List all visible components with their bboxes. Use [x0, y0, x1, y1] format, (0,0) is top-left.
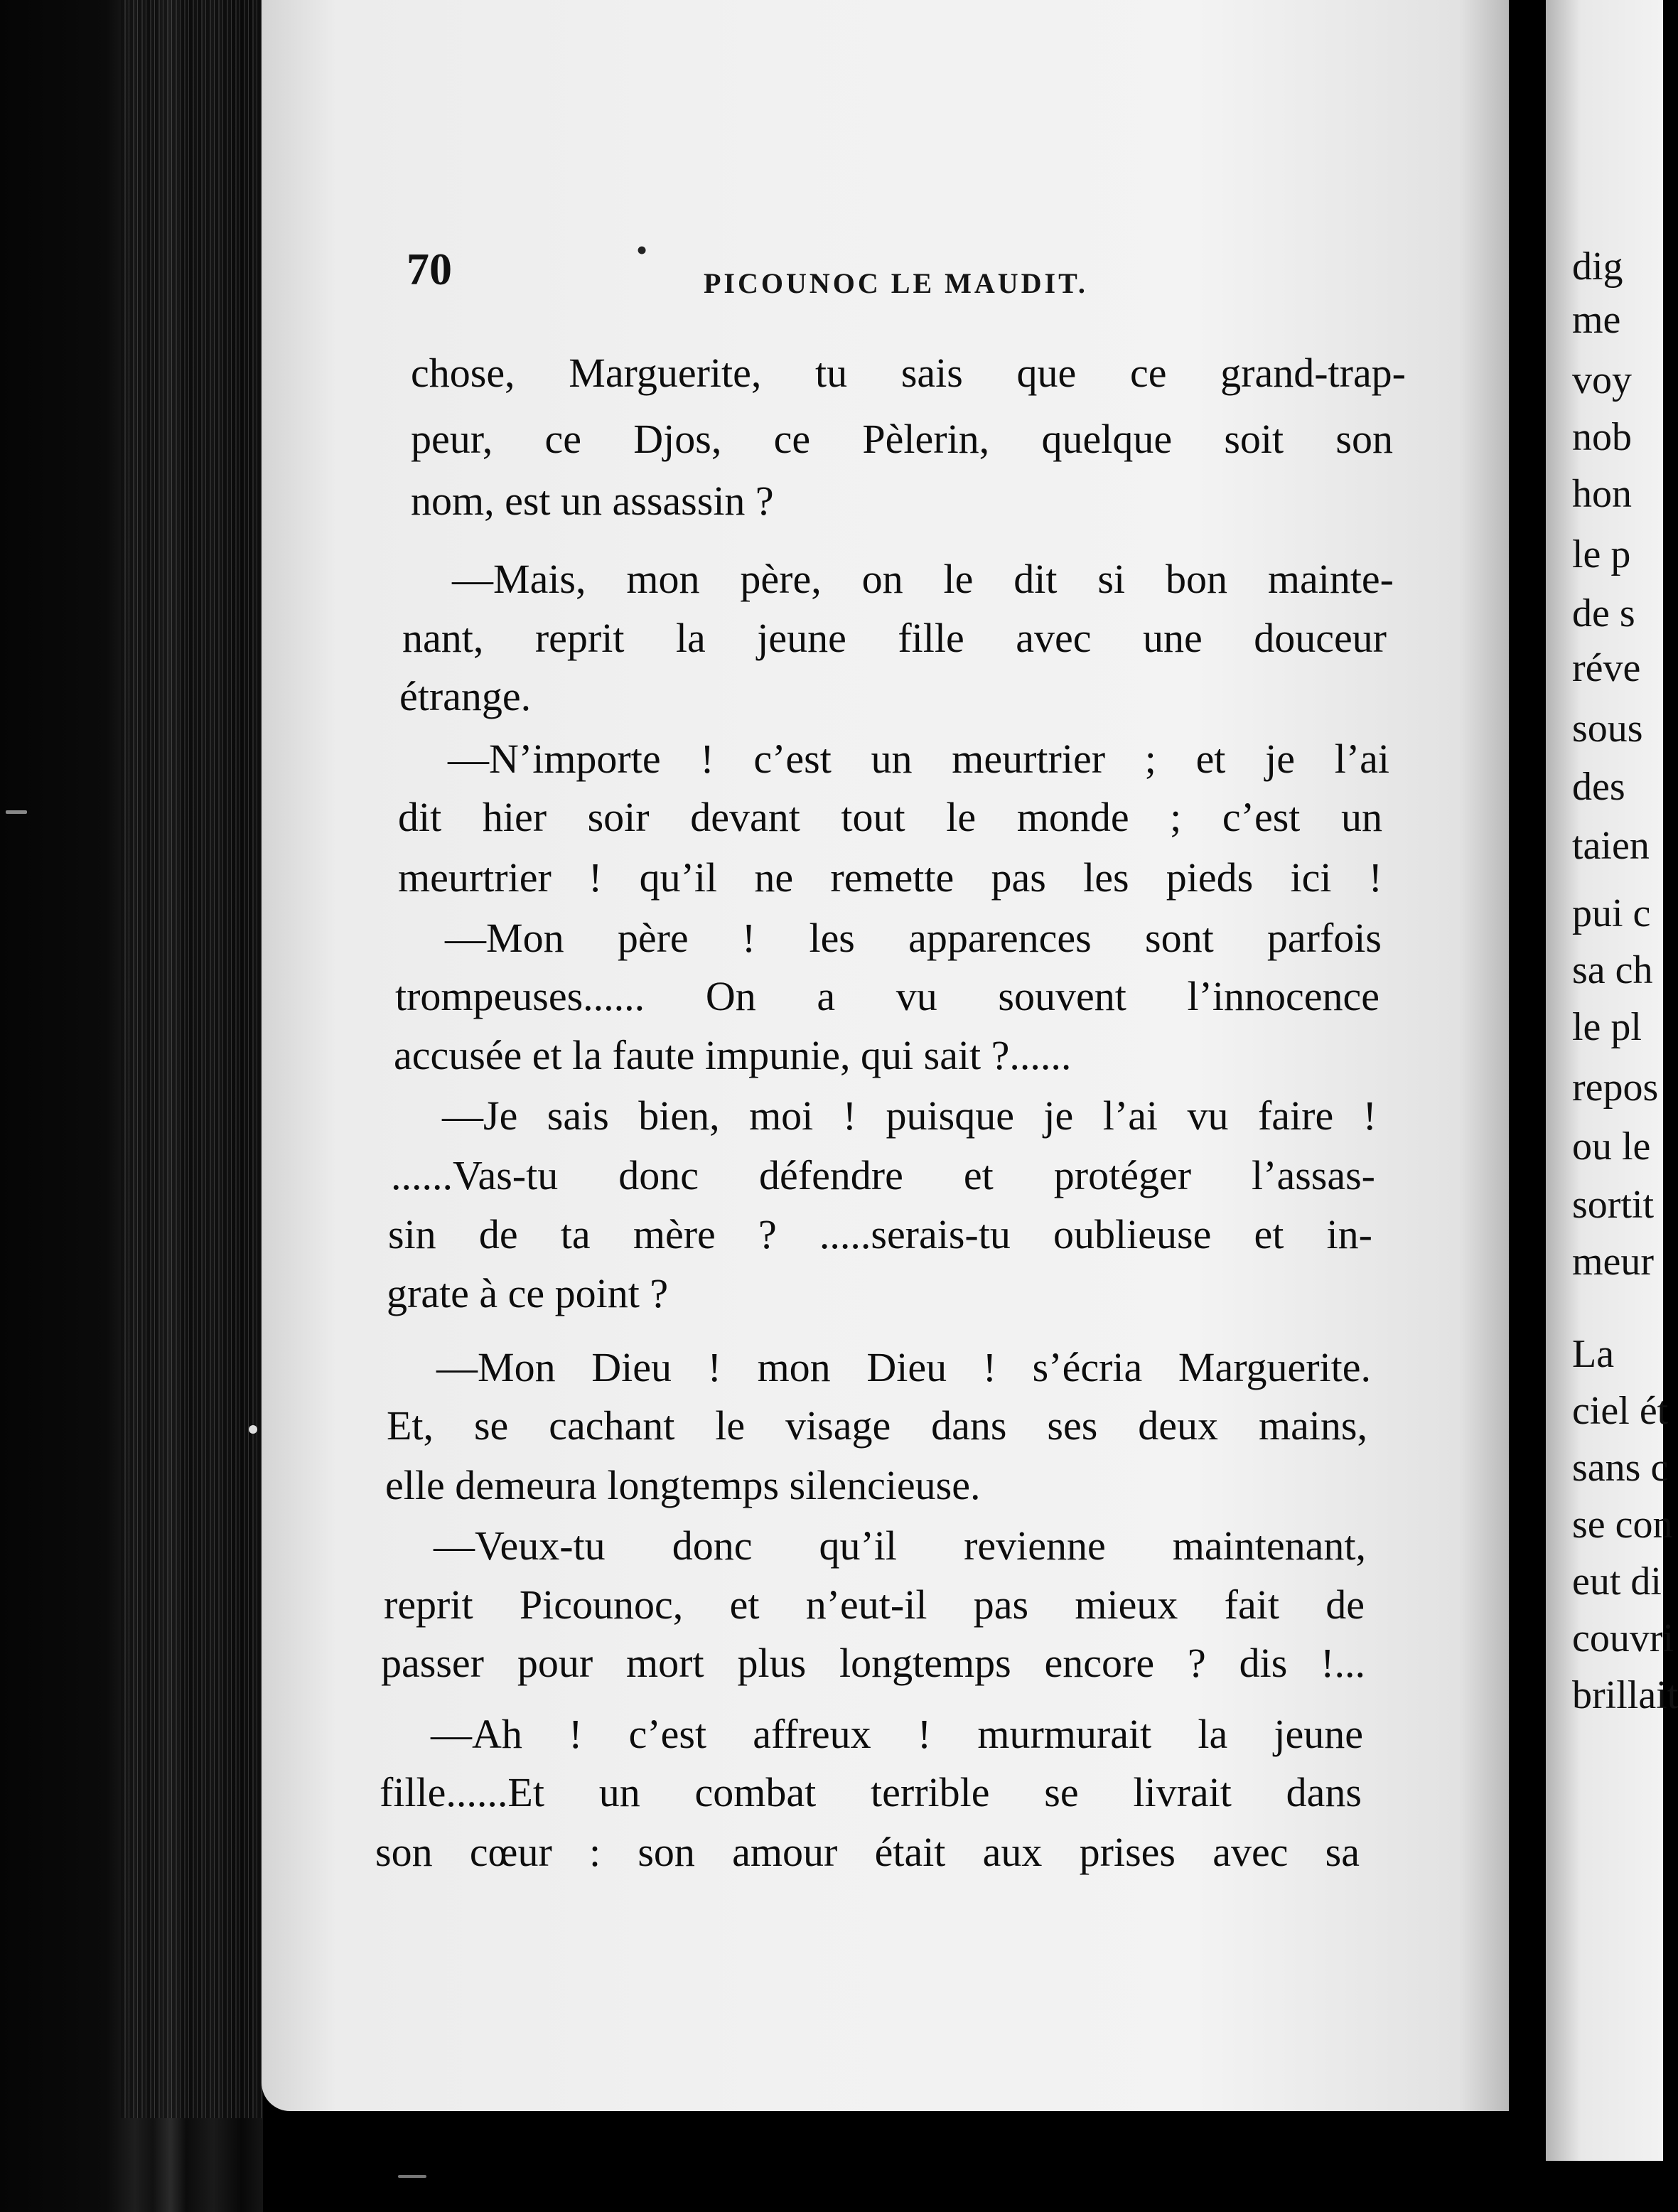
facing-text-line: sous: [1572, 707, 1643, 751]
facing-text-line: nob: [1572, 415, 1632, 459]
text-line: grate à ce point ?: [387, 1270, 669, 1316]
text-line: —N’importe ! c’est un meurtrier ; et je l’ai: [448, 736, 1389, 782]
page-number: 70: [407, 244, 452, 294]
facing-text-line: brillait: [1572, 1673, 1678, 1717]
text-line: son cœur : son amour était aux prises avec sa: [375, 1829, 1360, 1875]
facing-text-line: des: [1572, 765, 1625, 809]
facing-text-line: ciel ét: [1572, 1389, 1669, 1433]
text-line: —Mon Dieu ! mon Dieu ! s’écria Marguerite.: [436, 1344, 1371, 1390]
facing-text-line: pui c: [1572, 891, 1651, 935]
text-line: —Je sais bien, moi ! puisque je l’ai vu faire !: [442, 1092, 1377, 1139]
text-line: fille......Et un combat terrible se livrait dans: [380, 1769, 1362, 1815]
facing-text-line: ou le: [1572, 1124, 1651, 1169]
text-line: Et, se cachant le visage dans ses deux mains,: [387, 1402, 1367, 1449]
facing-text-line: se con: [1572, 1503, 1673, 1547]
facing-text-line: dig: [1572, 245, 1623, 289]
facing-text-line: hon: [1572, 472, 1632, 516]
facing-text-line: meur: [1572, 1240, 1655, 1284]
text-line: nom, est un assassin ?: [411, 478, 774, 524]
text-line: reprit Picounoc, et n’eut-il pas mieux fait de: [384, 1582, 1365, 1628]
scan-speck: [398, 2175, 426, 2178]
facing-text-line: La: [1572, 1332, 1615, 1376]
text-line: dit hier soir devant tout le monde ; c’est un: [398, 794, 1382, 840]
facing-text-line: le pl: [1572, 1005, 1642, 1049]
page-edges: [121, 0, 263, 2118]
text-line: —Ah ! c’est affreux ! murmurait la jeune: [431, 1711, 1363, 1757]
text-line: —Mais, mon père, on le dit si bon mainte-: [452, 556, 1394, 602]
scan-speck: [6, 810, 27, 814]
facing-text-line: réve: [1572, 646, 1641, 690]
facing-text-line: sa ch: [1572, 948, 1653, 992]
ink-dot: •: [636, 232, 648, 268]
text-line: —Veux-tu donc qu’il revienne maintenant,: [434, 1523, 1366, 1569]
facing-text-line: eut di: [1572, 1559, 1662, 1604]
facing-text-line: sortit: [1572, 1183, 1655, 1227]
text-line: elle demeura longtemps silencieuse.: [385, 1462, 981, 1508]
facing-text-line: repos: [1572, 1065, 1659, 1110]
facing-text-line: le p: [1572, 532, 1631, 576]
text-line: —Mon père ! les apparences sont parfois: [445, 915, 1382, 961]
facing-text-line: taien: [1572, 824, 1650, 868]
text-line: peur, ce Djos, ce Pèlerin, quelque soit son: [411, 416, 1393, 462]
text-line: sin de ta mère ? .....serais-tu oublieuse et in-: [388, 1211, 1372, 1257]
text-line: nant, reprit la jeune fille avec une douceur: [402, 615, 1387, 661]
running-title: PICOUNOC LE MAUDIT.: [704, 267, 1088, 299]
text-line: ......Vas-tu donc défendre et protéger l’assas-: [391, 1152, 1375, 1198]
scan-speck: [249, 1425, 257, 1434]
text-line: trompeuses...... On a vu souvent l’innocence: [395, 973, 1379, 1019]
text-line: accusée et la faute impunie, qui sait ?......: [394, 1032, 1072, 1078]
text-line: meurtrier ! qu’il ne remette pas les pieds ici !: [398, 854, 1382, 901]
text-line: chose, Marguerite, tu sais que ce grand-trap-: [411, 350, 1406, 396]
facing-text-line: sans c: [1572, 1446, 1669, 1490]
text-line: passer pour mort plus longtemps encore ? dis !...: [381, 1640, 1365, 1686]
text-line: étrange.: [399, 673, 532, 719]
facing-text-line: voy: [1572, 358, 1632, 402]
facing-text-line: de s: [1572, 591, 1635, 635]
facing-text-line: couvri: [1572, 1616, 1674, 1660]
facing-text-line: me: [1572, 298, 1621, 342]
